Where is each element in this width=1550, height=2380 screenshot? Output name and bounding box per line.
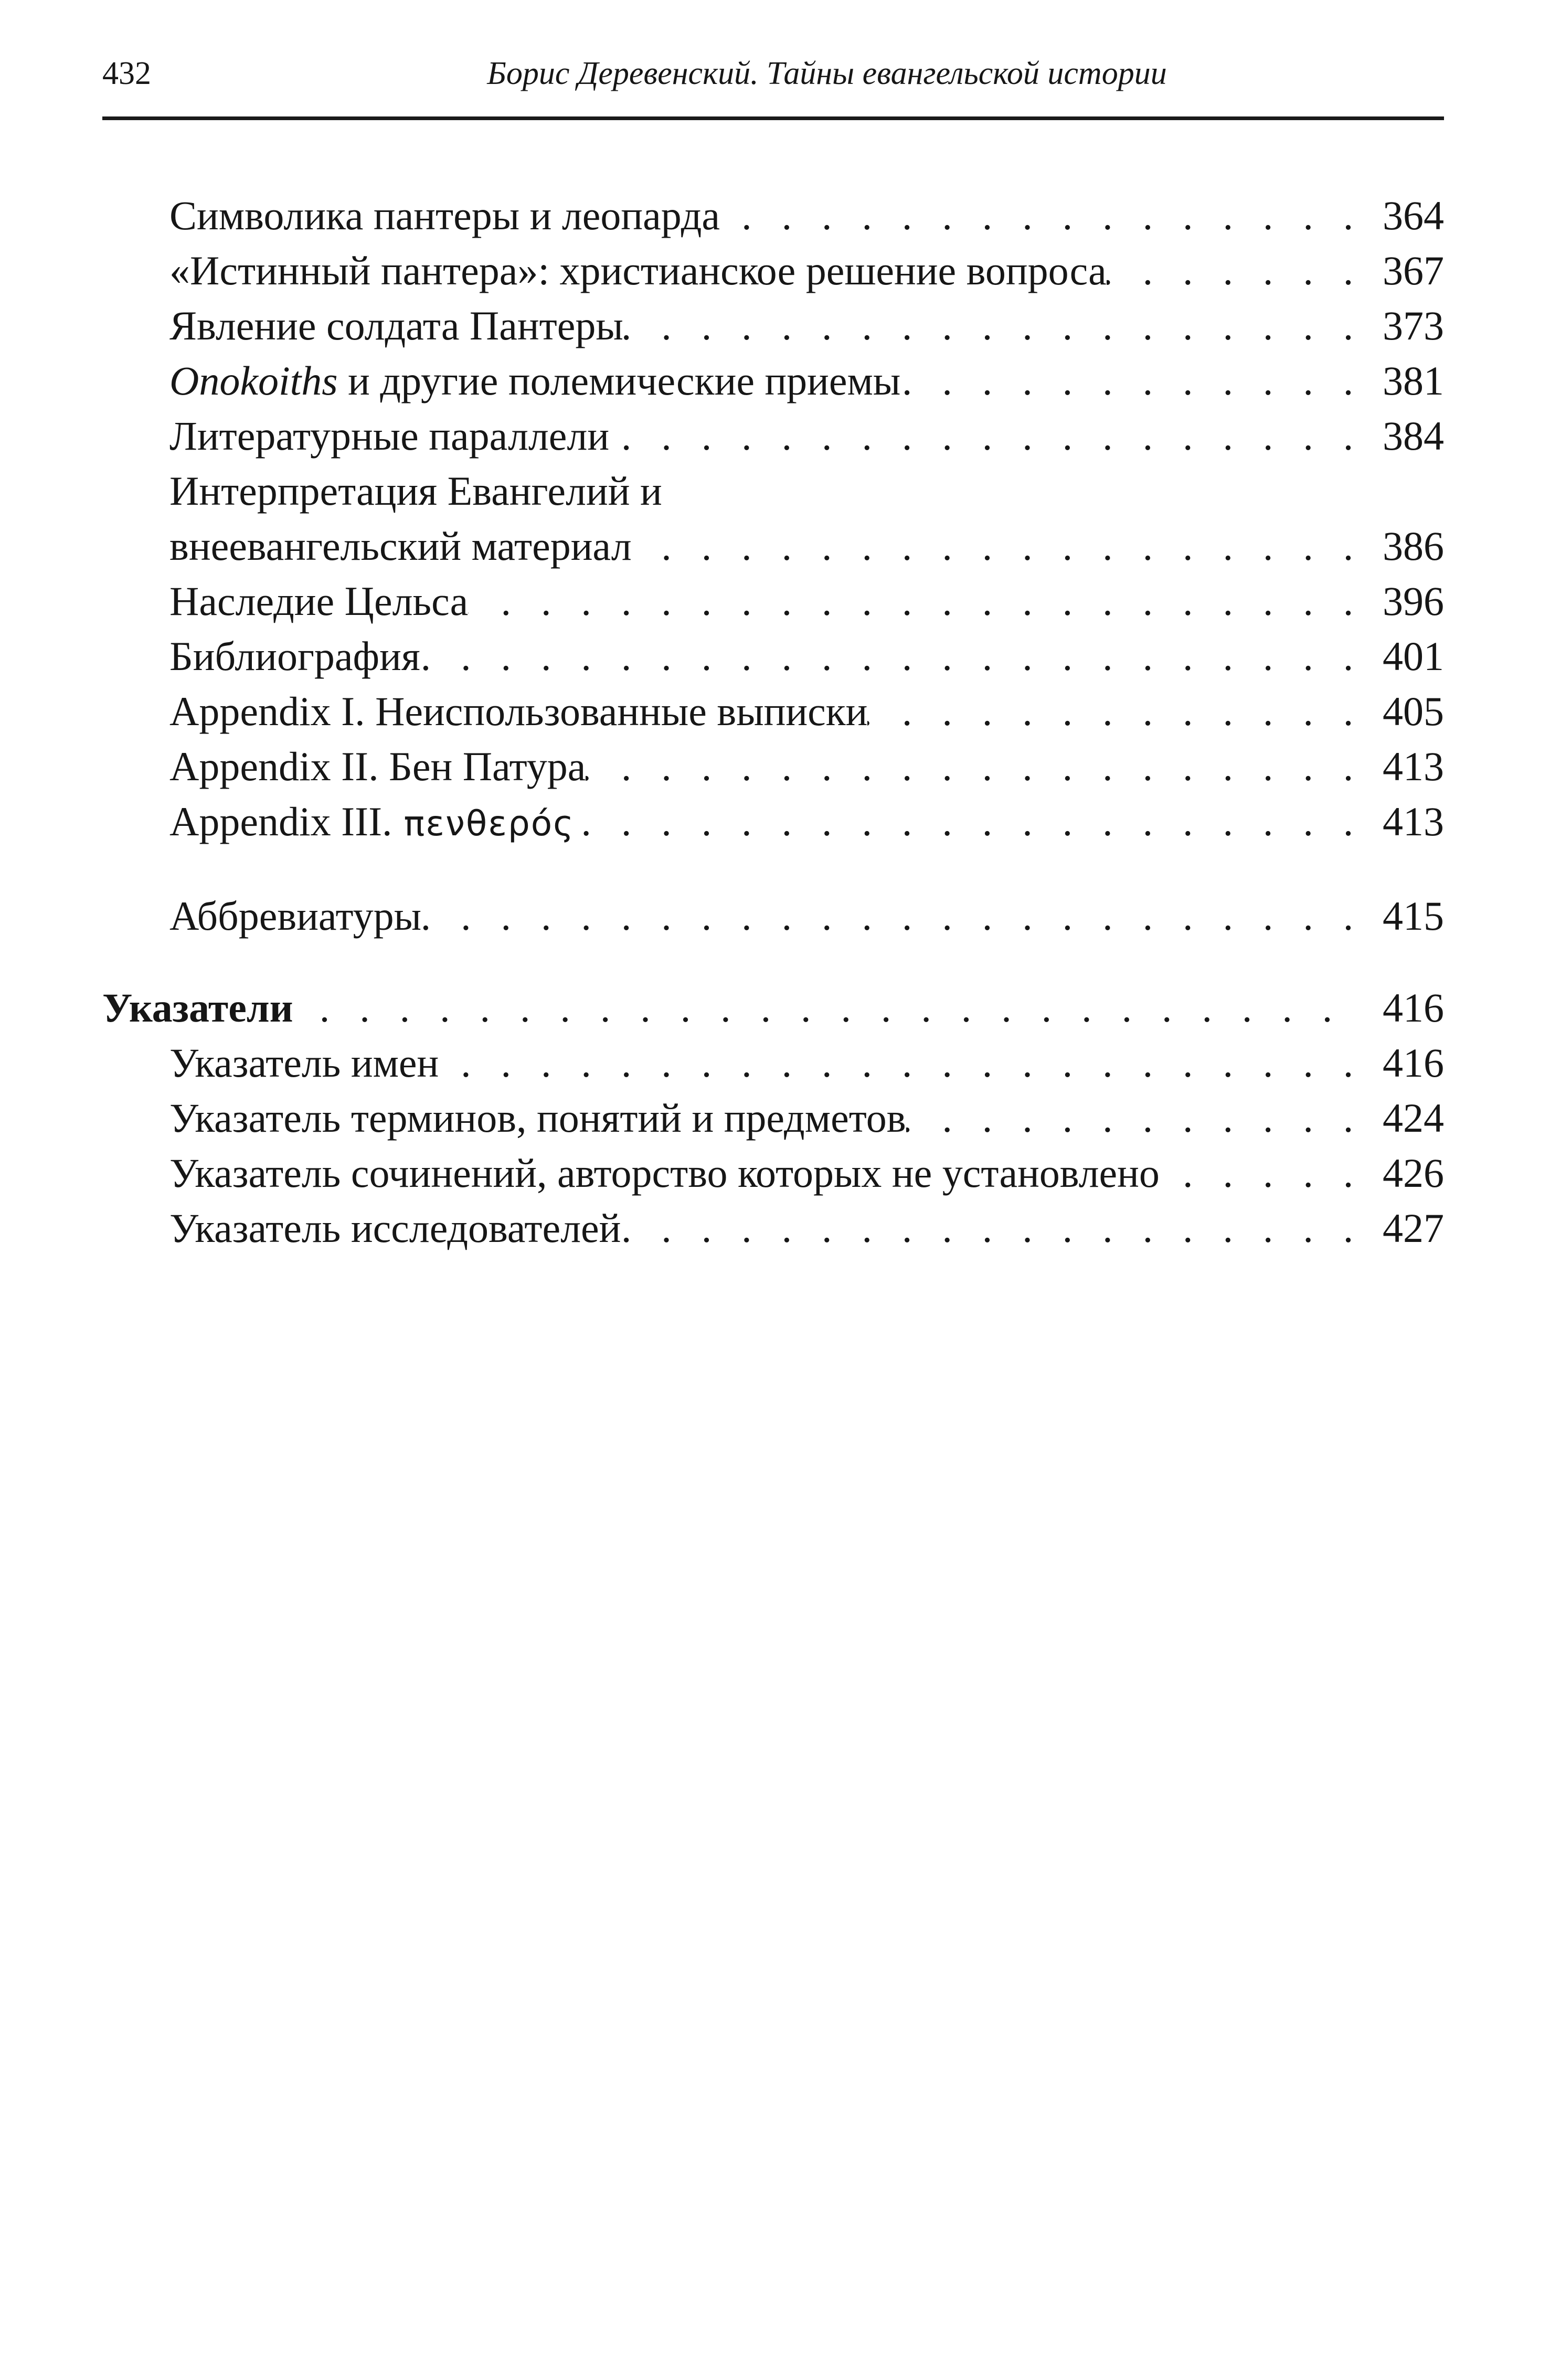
- toc-entry-title: [169, 794, 575, 851]
- toc-entry-page: 426: [1383, 1150, 1444, 1196]
- toc-entry-page: 416: [1383, 1040, 1444, 1086]
- toc-entry: [102, 1145, 1444, 1200]
- toc-entry: [102, 298, 1444, 353]
- toc-entry-page: 386: [1383, 523, 1444, 569]
- running-header: [102, 48, 1444, 120]
- toc-entry: [102, 518, 1444, 573]
- toc-entry-title: Указатель имен: [169, 1040, 439, 1086]
- toc-entry: [102, 573, 1444, 629]
- dot-leader: [468, 573, 1365, 629]
- dot-leader: [867, 684, 1365, 739]
- toc-entry-title-italic: Onokoiths: [169, 358, 338, 403]
- toc-section-page: 416: [1383, 985, 1444, 1030]
- dot-leader: [621, 1200, 1365, 1256]
- toc-entry: [102, 353, 1444, 408]
- toc-entry-title: [169, 353, 900, 408]
- toc-entry-page: 427: [1383, 1205, 1444, 1251]
- toc-entry-page: 405: [1383, 688, 1444, 734]
- toc-entry-title: Указатель терминов, понятий и предметов: [169, 1095, 906, 1141]
- dot-leader: [421, 888, 1365, 943]
- toc-entry-title: внеевангельский материал: [169, 523, 632, 569]
- dot-leader: [420, 629, 1365, 684]
- toc-entry-title: Appendix I. Неиспользованные выписки: [169, 688, 868, 734]
- toc-entry-title: «Истинный пантера»: христианское решение вопроса: [169, 248, 1107, 293]
- toc-entry: [102, 1200, 1444, 1256]
- toc-entry-page: 415: [1383, 893, 1444, 939]
- toc-entry: [102, 739, 1444, 794]
- toc-entry-page: 373: [1383, 303, 1444, 348]
- dot-leader: [906, 1090, 1365, 1145]
- toc-entry: [102, 1090, 1444, 1145]
- toc-entry-page: 396: [1383, 578, 1444, 624]
- dot-leader: [575, 794, 1365, 849]
- toc-entry-title: Указатель исследователей: [169, 1205, 621, 1251]
- dot-leader: [293, 980, 1344, 1035]
- toc-entry-page: 367: [1383, 248, 1444, 293]
- toc-entry: [102, 1035, 1444, 1090]
- dot-leader: [632, 518, 1365, 573]
- toc-entry-title: Appendix II. Бен Патура: [169, 743, 586, 789]
- toc-entry-page: 364: [1383, 193, 1444, 238]
- dot-leader: [1107, 243, 1365, 298]
- toc-entry: [102, 629, 1444, 684]
- toc-entry-title: Литературные параллели: [169, 413, 610, 459]
- dot-leader: [1160, 1145, 1365, 1200]
- dot-leader: [720, 188, 1365, 243]
- toc-entry-title: Наследие Цельса: [169, 578, 469, 624]
- toc-section-title: Указатели: [102, 985, 293, 1030]
- toc-entry-title: Библиография: [169, 633, 420, 679]
- running-title: Борис Деревенский. Тайны евангельской истории: [487, 56, 1167, 91]
- dot-leader: [623, 298, 1365, 353]
- toc-entry-title-text: Appendix III.: [169, 799, 392, 844]
- dot-leader: [609, 408, 1365, 463]
- toc-entry-title: Аббревиатуры: [169, 893, 421, 939]
- toc-entry-page: 384: [1383, 413, 1444, 459]
- toc-entry: [102, 243, 1444, 298]
- toc-entry-title-rest: и другие полемические приемы: [337, 358, 901, 403]
- toc-entry: [102, 794, 1444, 849]
- toc-entry-title: Явление солдата Пантеры: [169, 303, 623, 348]
- toc-entry-title: Символика пантеры и леопарда: [169, 193, 720, 238]
- toc-entry-abbreviations: [102, 888, 1444, 943]
- spacer: [102, 943, 1444, 980]
- toc-entry-page: 424: [1383, 1095, 1444, 1141]
- dot-leader: [586, 739, 1365, 794]
- toc-entry: [102, 684, 1444, 739]
- toc-entry-page: 413: [1383, 799, 1444, 844]
- toc-entry-page: 413: [1383, 743, 1444, 789]
- toc-entry-page: 401: [1383, 633, 1444, 679]
- spacer: [102, 849, 1444, 888]
- page-number: 432: [102, 56, 151, 91]
- toc-section-indexes: [102, 980, 1444, 1035]
- toc-entry-title-line1: Интерпретация Евангелий и: [169, 468, 662, 514]
- toc-entry: [102, 188, 1444, 243]
- toc-entry-greek: πενθερός: [404, 803, 575, 844]
- dot-leader: [900, 353, 1365, 408]
- toc-entry-title: Указатель сочинений, авторство которых не установлено: [169, 1150, 1160, 1196]
- toc-entry-page: 381: [1383, 358, 1444, 403]
- dot-leader: [439, 1035, 1365, 1090]
- table-of-contents: [102, 188, 1444, 1256]
- toc-entry: [102, 408, 1444, 463]
